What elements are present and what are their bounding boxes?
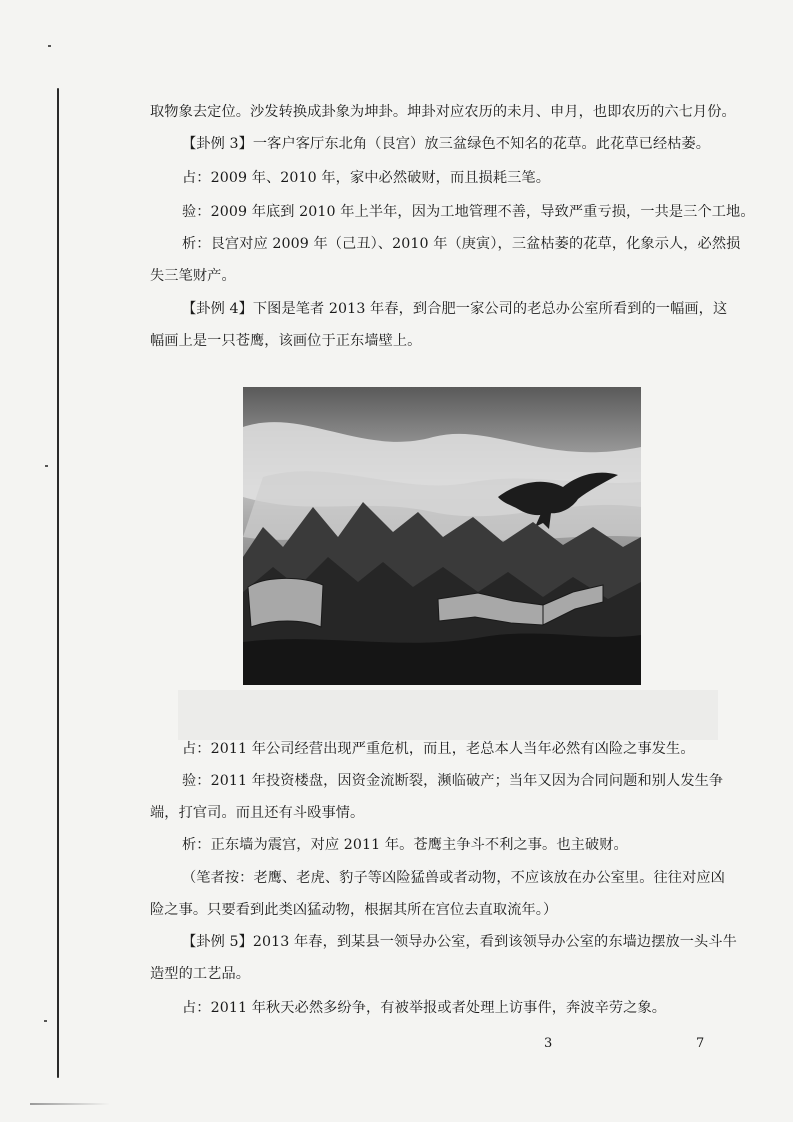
verification-line-cont: 端，打官司。而且还有斗殴事情。	[150, 805, 365, 821]
page-number: 7	[696, 1036, 705, 1051]
analysis-line: 析：正东墙为震宫，对应 2011 年。苍鹰主争斗不利之事。也主破财。	[182, 837, 628, 853]
scan-speck	[44, 1020, 47, 1022]
eagle-painting-photo	[243, 387, 641, 685]
author-note: （笔者按：老鹰、老虎、豹子等凶险猛兽或者动物，不应该放在办公室里。往往对应凶	[182, 870, 725, 886]
example-5-cont: 造型的工艺品。	[150, 966, 251, 982]
verification-line: 验：2011 年投资楼盘，因资金流断裂，濒临破产；当年又因为合同问题和别人发生争	[182, 773, 724, 789]
page-mark: 3	[544, 1036, 553, 1051]
example-5-heading: 【卦例 5】2013 年春，到某县一领导办公室，看到该领导办公室的东墙边摆放一头斗牛	[182, 934, 737, 950]
binding-margin-line	[57, 88, 59, 1078]
scan-smudge	[30, 1103, 110, 1105]
example-4-heading: 【卦例 4】下图是笔者 2013 年春，到合肥一家公司的老总办公室所看到的一幅画，这	[182, 301, 728, 317]
example-3-heading: 【卦例 3】一客户客厅东北角（艮宫）放三盆绿色不知名的花草。此花草已经枯萎。	[182, 136, 711, 152]
scan-speck	[45, 465, 48, 467]
prediction-line: 占：2011 年秋天必然多纷争，有被举报或者处理上访事件，奔波辛劳之象。	[182, 1000, 667, 1016]
paragraph-line: 取物象去定位。沙发转换成卦象为坤卦。坤卦对应农历的未月、申月，也即农历的六七月份。	[150, 104, 736, 120]
eagle-painting-illustration	[243, 387, 641, 685]
scan-speck	[48, 45, 51, 47]
analysis-line-cont: 失三笔财产。	[150, 268, 236, 284]
verification-line: 验：2009 年底到 2010 年上半年，因为工地管理不善，导致严重亏损，一共是三个工地。	[182, 204, 755, 220]
prediction-line: 占：2009 年、2010 年，家中必然破财，而且损耗三笔。	[182, 170, 550, 186]
prediction-line: 占：2011 年公司经营出现严重危机，而且，老总本人当年必然有凶险之事发生。	[182, 741, 695, 757]
author-note-cont: 险之事。只要看到此类凶猛动物，根据其所在宫位去直取流年。）	[150, 902, 558, 918]
example-4-cont: 幅画上是一只苍鹰，该画位于正东墙壁上。	[150, 333, 422, 349]
analysis-line: 析：艮宫对应 2009 年（己丑）、2010 年（庚寅），三盆枯萎的花草，化象示人，必然损	[182, 236, 741, 252]
